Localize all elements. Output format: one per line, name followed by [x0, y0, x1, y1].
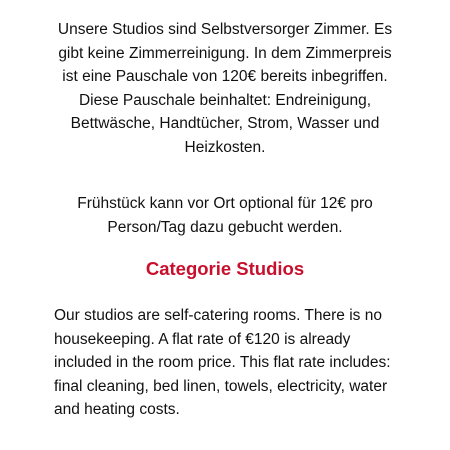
german-description-line: ist eine Pauschale von 120€ bereits inbegriffen.: [62, 68, 388, 85]
english-description-line: Our studios are self-catering rooms. There is no: [54, 307, 382, 324]
english-description-line: included in the room price. This flat rate includes:: [54, 354, 391, 371]
german-breakfast-line: Frühstück kann vor Ort optional für 12€ pro: [77, 195, 373, 212]
english-description-line: final cleaning, bed linen, towels, electricity, water: [54, 377, 388, 395]
german-description-line: Heizkosten.: [184, 138, 266, 156]
section-heading: Categorie Studios: [145, 258, 305, 279]
english-description-line: and heating costs.: [54, 401, 180, 418]
english-description-line: housekeeping. A flat rate of €120 is already: [54, 330, 351, 348]
german-description-line: Unsere Studios sind Selbstversorger Zimmer. Es: [57, 21, 393, 38]
english-description: [54, 304, 446, 422]
german-description-line: Bettwäsche, Handtücher, Strom, Wasser und: [70, 115, 380, 132]
german-description: [40, 18, 410, 159]
german-breakfast-line: Person/Tag dazu gebucht werden.: [107, 218, 343, 236]
german-breakfast-note: [40, 192, 410, 239]
german-description-line: gibt keine Zimmerreinigung. In dem Zimmerpreis: [58, 44, 392, 62]
german-description-line: Diese Pauschale beinhaltet: Endreinigung,: [78, 91, 372, 109]
